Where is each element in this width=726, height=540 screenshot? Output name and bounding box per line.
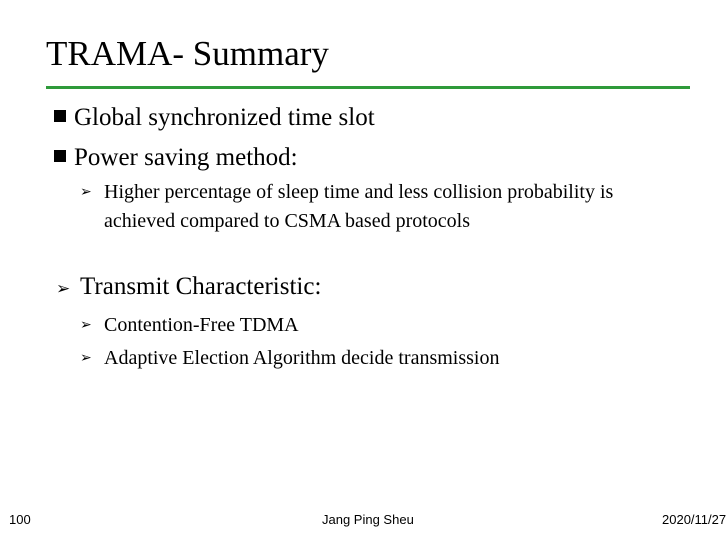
- title-divider: [46, 86, 690, 89]
- arrow-bullet-icon: ➢: [80, 317, 92, 333]
- transmit-item-election: Adaptive Election Algorithm decide transmission: [104, 347, 500, 369]
- arrow-bullet-icon: ➢: [80, 350, 92, 366]
- bullet-global-sync: [54, 103, 375, 133]
- slide-title: TRAMA- Summary: [46, 34, 329, 73]
- footer-date: 2020/11/27: [662, 512, 726, 527]
- square-bullet-icon: [54, 110, 66, 122]
- footer-author: Jang Ping Sheu: [322, 512, 414, 527]
- arrow-bullet-icon: ➢: [56, 279, 71, 299]
- bullet-power-saving: [54, 143, 298, 173]
- bullet-text: Global synchronized time slot: [74, 104, 375, 131]
- square-bullet-icon: [54, 150, 66, 162]
- transmit-heading: Transmit Characteristic:: [80, 273, 322, 300]
- page-number: 100: [9, 512, 31, 527]
- arrow-bullet-icon: ➢: [80, 184, 92, 200]
- power-saving-detail: Higher percentage of sleep time and less collision probability is achieved compared to CSMA based protocols: [104, 181, 614, 232]
- transmit-item-tdma: Contention-Free TDMA: [104, 314, 299, 336]
- bullet-text: Power saving method:: [74, 144, 298, 171]
